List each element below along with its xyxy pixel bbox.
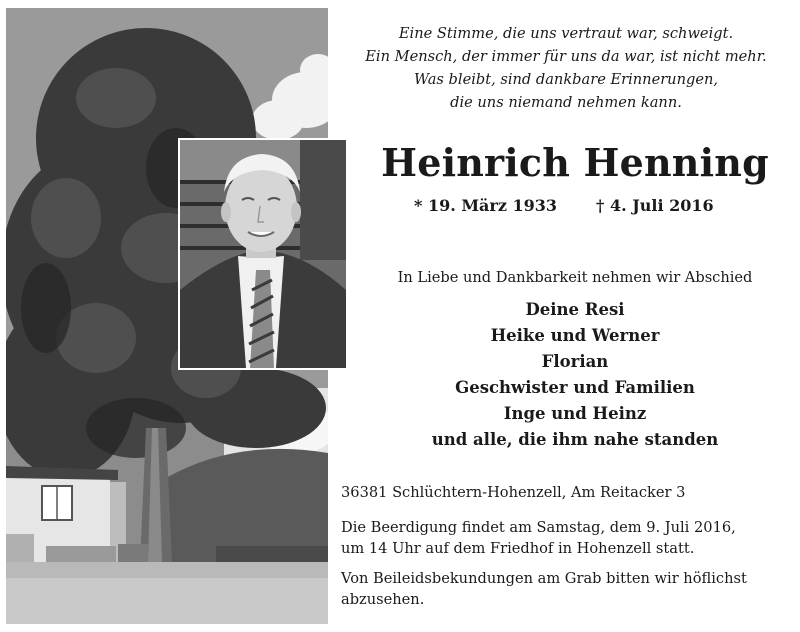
family-address: 36381 Schlüchtern-Hohenzell, Am Reitacker 3 <box>341 484 686 501</box>
verse-line: Eine Stimme, die uns vertraut war, schweigt. <box>398 25 734 42</box>
memorial-verse <box>336 22 796 114</box>
portrait-image <box>180 140 346 368</box>
condolence-line: abzusehen. <box>341 591 425 608</box>
deceased-name: Heinrich Henning <box>381 140 769 185</box>
condolence-note <box>341 568 796 610</box>
verse-line: Was bleibt, sind dankbare Erinnerungen, <box>414 71 718 88</box>
birth-date: * 19. März 1933 <box>414 196 558 215</box>
mourner-name: Inge und Heinz <box>503 404 647 423</box>
death-date: † 4. Juli 2016 <box>596 196 714 215</box>
condolence-line: Von Beileidsbekundungen am Grab bitten wir höflichst <box>341 570 747 587</box>
portrait-photo <box>178 138 348 370</box>
funeral-line: Die Beerdigung findet am Samstag, dem 9. Juli 2016, <box>341 519 736 536</box>
mourner-name: und alle, die ihm nahe standen <box>431 430 719 449</box>
verse-line: die uns niemand nehmen kann. <box>450 94 682 111</box>
funeral-info <box>341 517 796 559</box>
verse-line: Ein Mensch, der immer für uns da war, ist nicht mehr. <box>365 48 767 65</box>
mourner-name: Florian <box>541 352 609 371</box>
funeral-line: um 14 Uhr auf dem Friedhof in Hohenzell statt. <box>341 540 695 557</box>
mourner-name: Geschwister und Familien <box>455 378 695 397</box>
farewell-intro: In Liebe und Dankbarkeit nehmen wir Abschied <box>397 269 753 286</box>
mourner-name: Deine Resi <box>525 300 625 319</box>
mourner-name: Heike und Werner <box>490 326 660 345</box>
mourner-list <box>350 297 800 453</box>
